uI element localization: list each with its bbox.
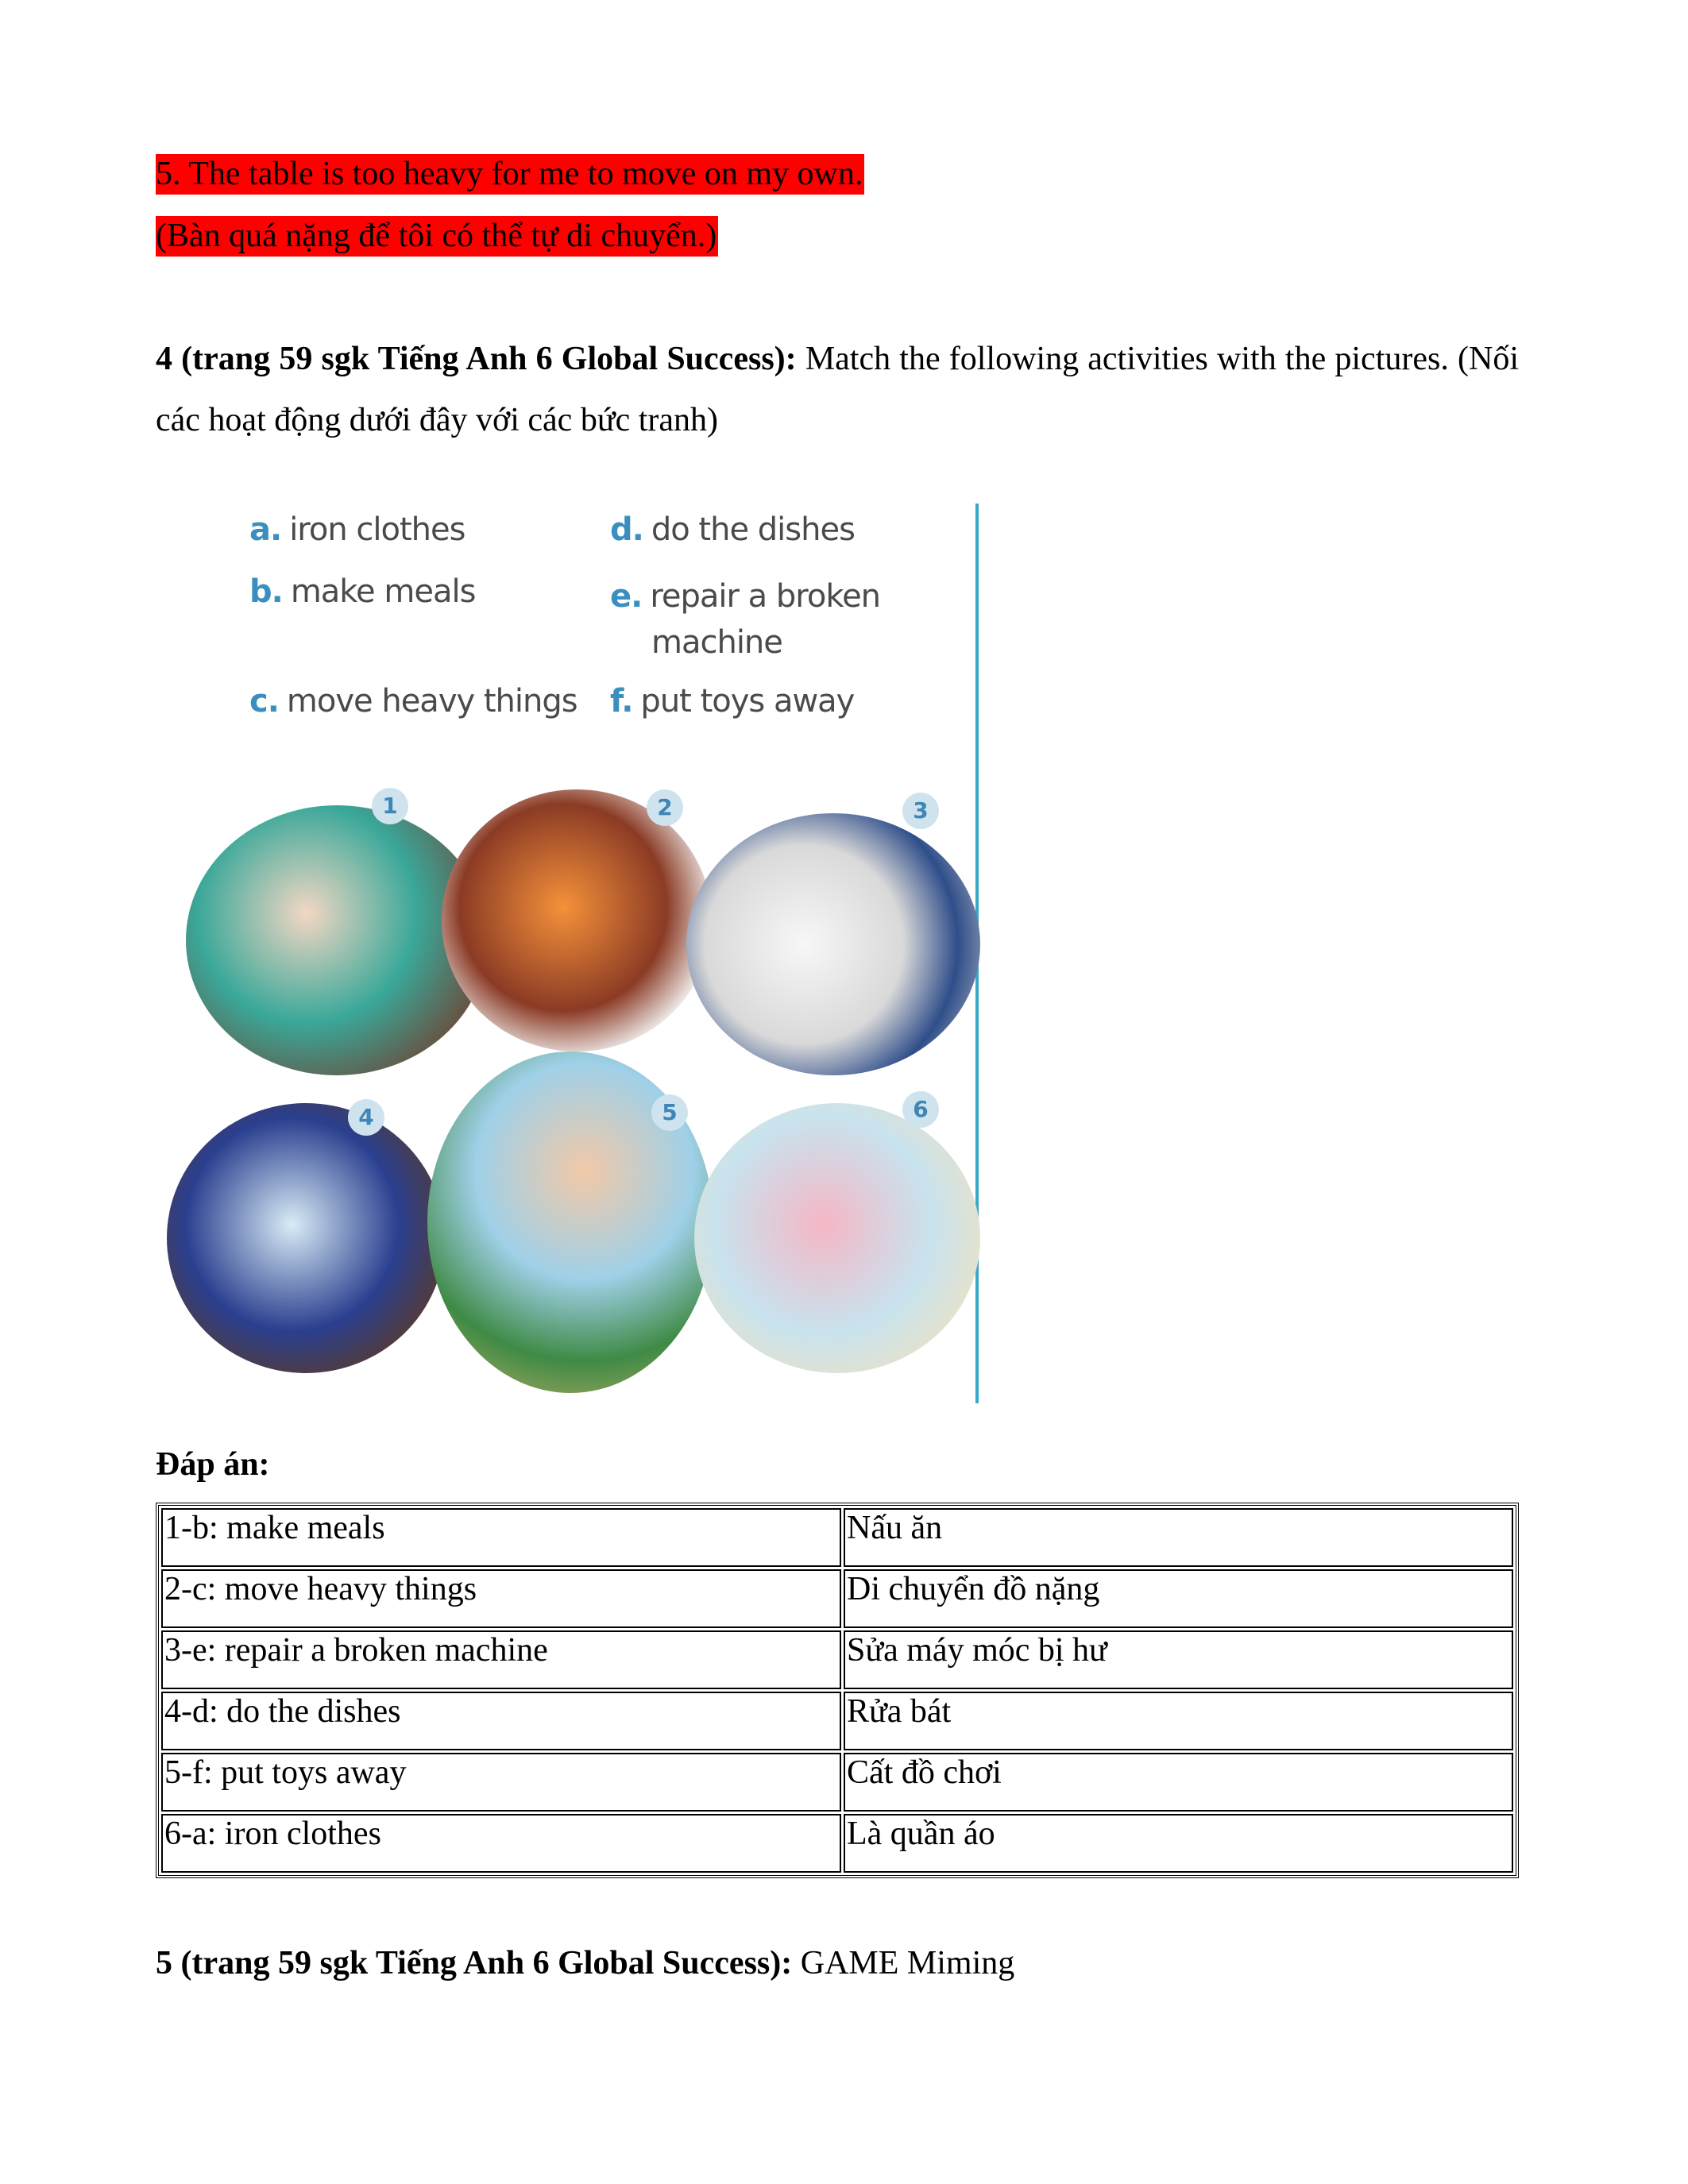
table-row bbox=[161, 1753, 1513, 1812]
activity-c: c. move heavy things bbox=[249, 683, 577, 720]
activity-a: a. iron clothes bbox=[249, 511, 465, 548]
section-5-heading: 5 (trang 59 sgk Tiếng Anh 6 Global Success): bbox=[156, 1945, 793, 1981]
answer-vietnamese: Di chuyển đồ nặng bbox=[844, 1569, 1513, 1628]
picture-number-5: 5 bbox=[651, 1094, 688, 1131]
table-row bbox=[161, 1630, 1513, 1689]
picture-6-ironing bbox=[694, 1103, 980, 1373]
answer-vietnamese: Nấu ăn bbox=[844, 1508, 1513, 1567]
section-4-instruction bbox=[156, 329, 1519, 451]
table-row bbox=[161, 1569, 1513, 1628]
answer-english: 4-d: do the dishes bbox=[161, 1692, 841, 1750]
activity-f: f. put toys away bbox=[610, 683, 855, 720]
highlighted-translation: (Bàn quá nặng để tôi có thể tự di chuyển.) bbox=[156, 216, 718, 257]
answer-vietnamese: Rửa bát bbox=[844, 1692, 1513, 1750]
activities-figure bbox=[156, 504, 979, 1403]
section-4-heading: 4 (trang 59 sgk Tiếng Anh 6 Global Success): bbox=[156, 341, 797, 377]
picture-3-repairing-washer bbox=[686, 813, 980, 1075]
activity-d: d. do the dishes bbox=[610, 511, 855, 548]
answer-english: 1-b: make meals bbox=[161, 1508, 841, 1567]
picture-number-2: 2 bbox=[647, 789, 683, 826]
picture-number-1: 1 bbox=[372, 788, 408, 824]
picture-2-moving-suitcase bbox=[442, 789, 712, 1051]
picture-4-washing-dishes bbox=[167, 1103, 445, 1373]
answer-vietnamese: Là quần áo bbox=[844, 1814, 1513, 1873]
section-5-instruction bbox=[156, 1933, 1519, 1994]
picture-number-4: 4 bbox=[348, 1099, 384, 1136]
answer-vietnamese: Cất đồ chơi bbox=[844, 1753, 1513, 1812]
answer-english: 3-e: repair a broken machine bbox=[161, 1630, 841, 1689]
activity-b: b. make meals bbox=[249, 573, 476, 610]
table-row bbox=[161, 1814, 1513, 1873]
activity-e: e. repair a broken machine bbox=[610, 578, 881, 661]
highlighted-sentence: 5. The table is too heavy for me to move on my own. bbox=[156, 154, 864, 195]
answer-vietnamese: Sửa máy móc bị hư bbox=[844, 1630, 1513, 1689]
table-row bbox=[161, 1508, 1513, 1567]
picture-number-3: 3 bbox=[902, 793, 939, 829]
picture-number-6: 6 bbox=[902, 1091, 939, 1128]
answer-english: 2-c: move heavy things bbox=[161, 1569, 841, 1628]
table-row bbox=[161, 1692, 1513, 1750]
answer-english: 6-a: iron clothes bbox=[161, 1814, 841, 1873]
section-4-text: Match the following activities with the pictures. (Nối các hoạt động dưới đây với các bức tranh) bbox=[156, 341, 1519, 438]
answer-table bbox=[156, 1503, 1519, 1878]
answer-heading: Đáp án: bbox=[156, 1446, 270, 1483]
answer-english: 5-f: put toys away bbox=[161, 1753, 841, 1812]
section-5-text: GAME Miming bbox=[792, 1945, 1015, 1981]
